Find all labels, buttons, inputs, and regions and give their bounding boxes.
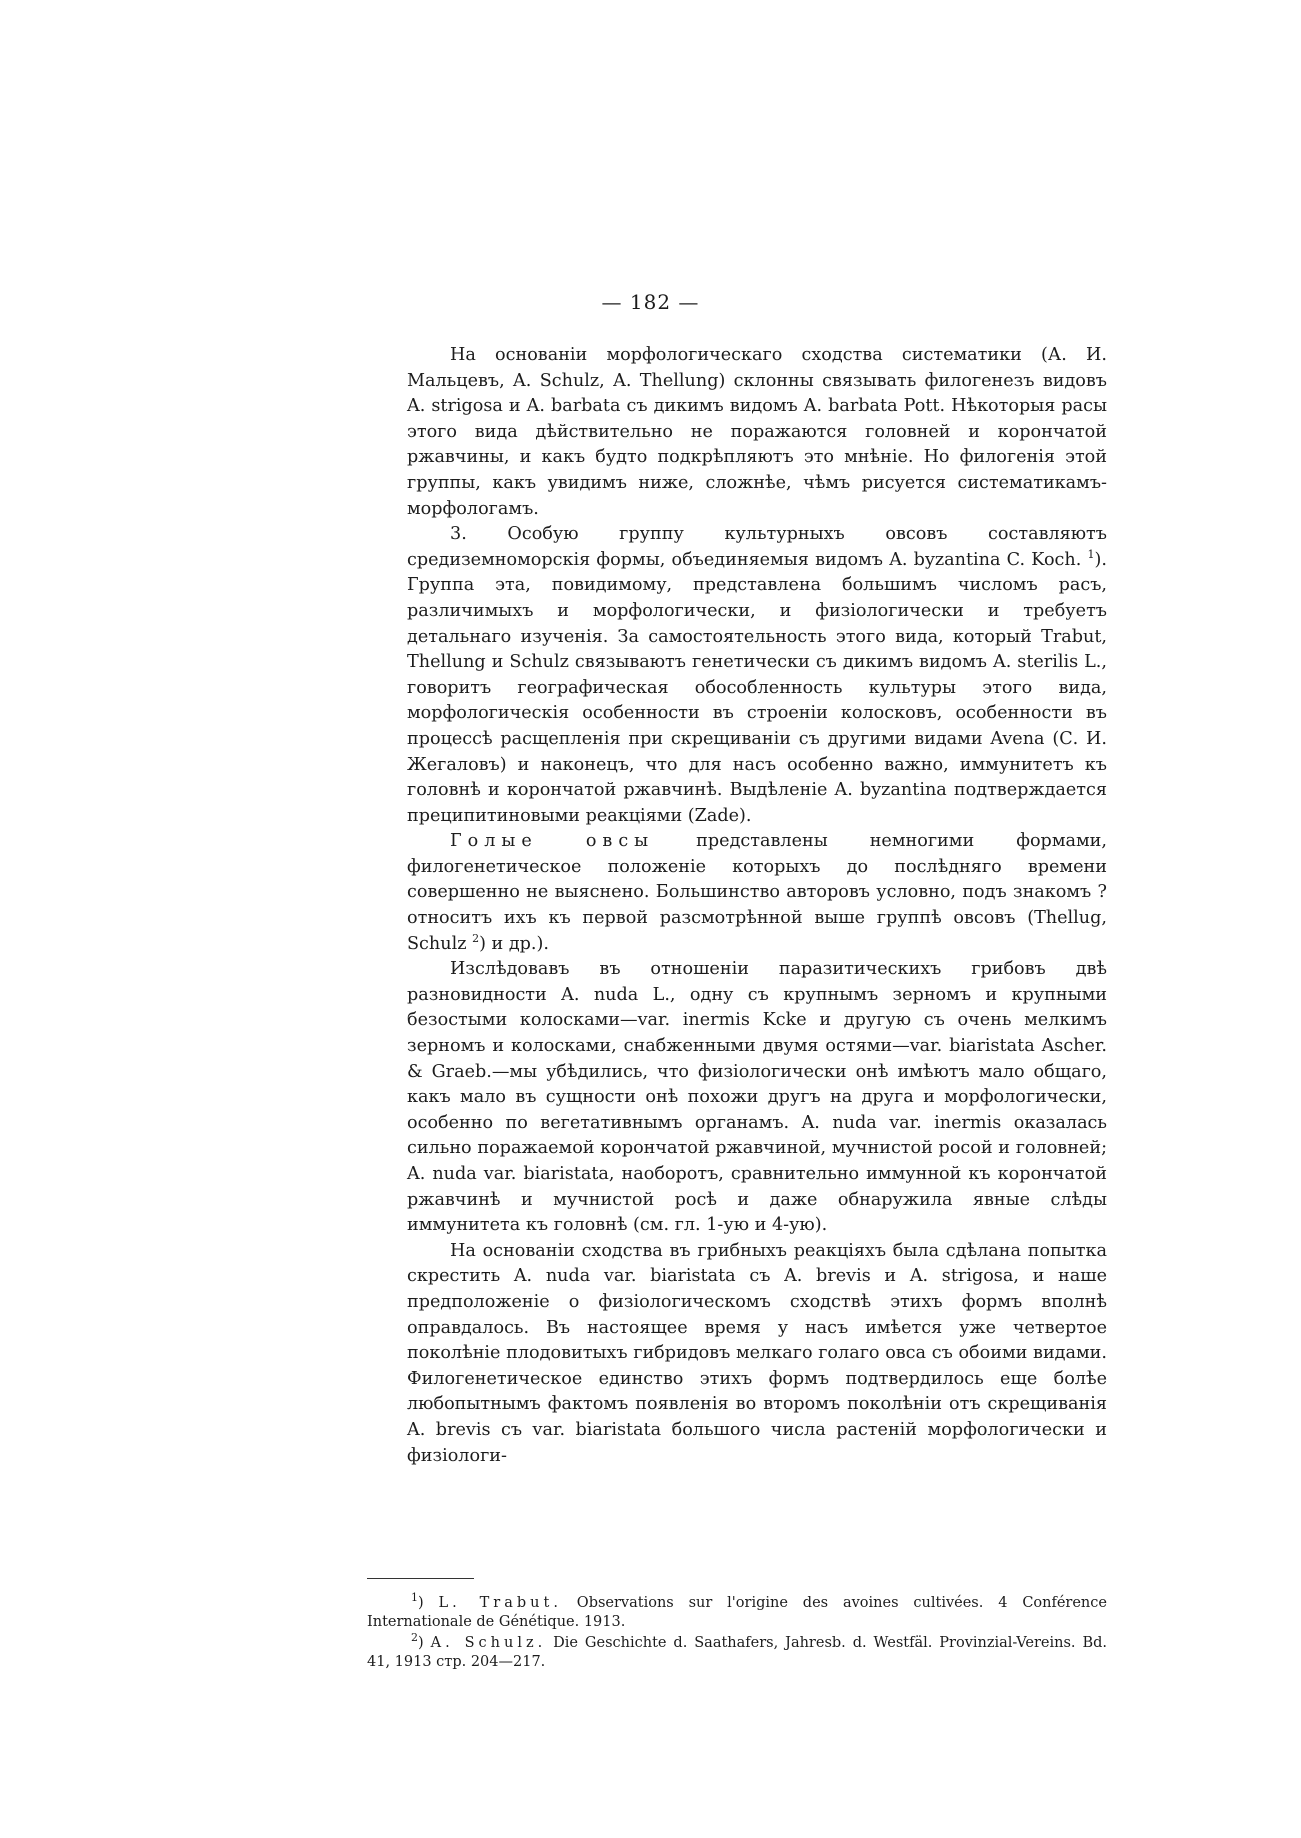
paragraph-2-text-a: 3. Особую группу культурныхъ овсовъ составляютъ средиземноморскія формы, объединяемыя видомъ A. byzantina C. Koch. [407,524,1107,570]
paragraph-3-heading: Голые овсы [450,831,655,852]
paragraph-4 [407,957,1107,1239]
footnote-1-text: Observations sur l'origine des avoines cultivées. 4 Conférence Internationale de Génétique. 1913. [367,1595,1107,1630]
footnote-2-text: Die Geschichte d. Saathafers, Jahresb. d. Westfäl. Provinzial-Vereins. Bd. 41, 1913 стр. 204—217. [367,1635,1108,1670]
page-number: — 182 — [601,290,700,314]
footnote-mark-2: 2 [411,1631,418,1645]
paragraph-3-text-a: представлены немногими формами, филогенетическое положеніе которыхъ до послѣдняго времени совершенно не выяснено. Большинство авторовъ условно, подъ знакомъ ? относитъ ихъ къ первой разсмотрѣнной выше группѣ овсовъ (Thellug, Schulz [407,831,1107,954]
footnote-ref-1: 1 [1087,547,1095,561]
paragraph-5-text: На основаніи сходства въ грибныхъ реакціяхъ была сдѣлана попытка скрестить A. nuda var. biaristata съ A. brevis и A. strigosa, и наше предположеніе о физіологическомъ сходствѣ этихъ формъ вполнѣ оправдалось. Въ настоящее время у насъ имѣется уже четвертое поколѣніе плодовитыхъ гибридовъ мелкаго голаго овса съ обоими видами. Филогенетическое единство этихъ формъ подтвердилось еще болѣе любопытнымъ фактомъ появленія во второмъ поколѣніи отъ скрещиванія A. brevis съ var. biaristata большого числа растеній морфологически и физіологи- [407,1240,1107,1466]
footnote-2: $^2$) A. Schulz. Die Geschichte d. Saathafers, Jahresb. d. Westfäl. Provinzial-Vereins. Bd. 41, 1913 стр. 204—217. [367,1631,1108,1670]
paragraph-3 [407,829,1107,957]
footnote-1-author: L. Trabut. [438,1595,562,1611]
paragraph-1-text: На основаніи морфологическаго сходства систематики (А. И. Мальцевъ, A. Schulz, A. Thellung) склонны связывать филогенезъ видовъ A. strigosa и A. barbata съ дикимъ видомъ A. barbata Pott. Нѣкоторыя расы этого вида дѣйствительно не поражаются головней и корончатой ржавчины, и какъ будто подкрѣпляютъ это мнѣніе. Но филогенія этой группы, какъ увидимъ ниже, сложнѣе, чѣмъ рисуется систематикамъ-морфологамъ. [407,345,1107,519]
body-text [407,343,1107,1469]
paragraph-2-text-b: ). Группа эта, повидимому, представлена большимъ числомъ расъ, различимыхъ и морфологически, и физіологически и требуетъ детальнаго изученія. За самостоятельность этого вида, который Trabut, Thellung и Schulz связываютъ генетически съ дикимъ видомъ A. sterilis L., говоритъ географическая обособленность культуры этого вида, морфологическія особенности въ строеніи колосковъ, особенности въ процессѣ расщепленія при скрещиваніи съ другими видами Avena (С. И. Жегаловъ) и наконецъ, что для насъ особенно важно, иммунитетъ къ головнѣ и корончатой ржавчинѣ. Выдѣленіе A. byzantina подтверждается преципитиновыми реакціями (Zade). [407,549,1107,826]
paragraph-3-text-b: ) и др.). [479,933,549,954]
footnote-mark-1: 1 [411,1591,418,1605]
paragraph-4-text: Изслѣдовавъ въ отношеніи паразитическихъ грибовъ двѣ разновидности A. nuda L., одну съ крупнымъ зерномъ и крупными безостыми колосками—var. inermis Kcke и другую съ очень мелкимъ зерномъ и колосками, снабженными двумя остями—var. biaristata Ascher. & Graeb.—мы убѣдились, что физіологически онѣ имѣютъ мало общаго, какъ мало въ сущности онѣ похожи другъ на друга и морфологически, особенно по вегетативнымъ органамъ. A. nuda var. inermis оказалась сильно поражаемой корончатой ржавчиной, мучнистой росой и головней; A. nuda var. biaristata, наоборотъ, сравнительно иммунной къ корончатой ржавчинѣ и мучнистой росѣ и даже обнаружила явные слѣды иммунитета къ головнѣ (см. гл. 1-ую и 4-ую). [407,959,1107,1236]
footnote-2-author: A. Schulz. [430,1635,547,1651]
footnotes [367,1591,1108,1674]
footnote-ref-2: 2 [472,931,480,945]
paragraph-1 [407,343,1107,522]
footnote-divider [367,1578,474,1579]
paragraph-2 [407,522,1107,829]
paragraph-5 [407,1239,1107,1469]
footnote-1: $^1$) L. Trabut. Observations sur l'origine des avoines cultivées. 4 Conférence Internationale de Génétique. 1913. [367,1591,1107,1630]
